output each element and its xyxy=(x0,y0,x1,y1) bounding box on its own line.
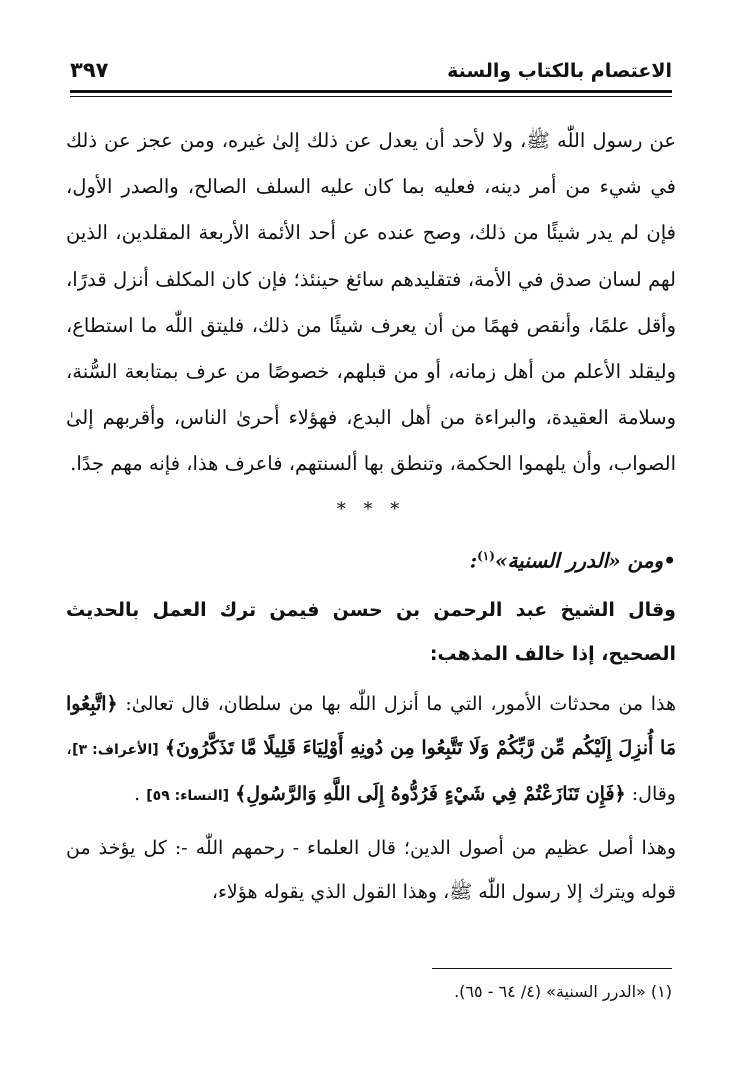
section-separator: * * * xyxy=(336,498,406,520)
paragraph-1: عن رسول اللّٰه ﷺ، ولا لأحد أن يعدل عن ذلك إلىٰ غيره، ومن عجز عن ذلك في شيء من أمر دينه، فعليه بما كان عليه السلف الصالح، والصدر الأول، فإن لم يدر شيئًا من ذلك، وصح عنده عن أحد الأئمة الأربعة المقلدين، الذين لهم لسان صدق في الأمة، فتقليدهم سائغ حينئذ؛ فإن كان المكلف أنزل قدرًا، وأقل علمًا، وأنقص فهمًا من أن يعرف شيئًا من ذلك، فليتق اللّٰه ما استطاع، وليقلد الأعلم من أهل زمانه، أو من قبلهم، خصوصًا من عرف بمتابعة السُّنة، وسلامة العقيدة، والبراءة من أهل البدع، فهؤلاء أحرىٰ الناس، وأقربهم إلىٰ الصواب، وأن يلهموا الحكمة، وتنطق بها ألسنتهم، فاعرف هذا، فإنه مهم جدًا. xyxy=(66,129,676,476)
footnote-rule xyxy=(432,968,672,969)
page-number: ٣٩٧ xyxy=(70,58,109,82)
verse-reference-1: [الأعراف: ٣] xyxy=(72,741,159,758)
paragraph-2-text: هذا من محدثات الأمور، التي ما أنزل اللّٰه بها من سلطان، قال تعالىٰ: xyxy=(125,692,676,715)
source-line xyxy=(66,534,676,582)
said-text: ، وقال: xyxy=(66,736,676,805)
end-dot: . xyxy=(134,782,141,805)
paragraph-3: وهذا أصل عظيم من أصول الدين؛ قال العلماء - رحمهم اللّٰه -: كل يؤخذ من قوله ويترك إلا رسول اللّٰه ﷺ، وهذا القول الذي يقوله هؤلاء، xyxy=(66,836,676,903)
paragraph-2 xyxy=(66,682,676,818)
section-heading: وقال الشيخ عبد الرحمن بن حسن فيمن ترك العمل بالحديث الصحيح، إذا خالف المذهب: xyxy=(66,598,676,665)
source-title: •ومن «الدرر السنية» xyxy=(494,548,676,573)
header-rule-thin xyxy=(70,96,672,97)
quran-verse-1: ﴿اتَّبِعُوا مَا أُنزِلَ إِلَيْكُم مِّن رَّبِّكُمْ وَلَا تَتَّبِعُوا مِن دُونِهِ أَوْلِيَاءَ قَلِيلًا مَّا تَذَكَّرُونَ﴾ xyxy=(66,692,677,759)
page-header xyxy=(70,58,672,88)
header-rule-thick xyxy=(70,90,672,93)
quran-verse-2: ﴿فَإِن تَنَازَعْتُمْ فِي شَيْءٍ فَرُدُّوهُ إِلَى اللَّهِ وَالرَّسُولِ﴾ xyxy=(235,782,626,805)
running-title: الاعتصام بالكتاب والسنة xyxy=(447,60,672,82)
main-text xyxy=(66,118,676,914)
verse-reference-2: [النساء: ٥٩] xyxy=(146,787,230,804)
footnote: (١) «الدرر السنية» (٤/ ٦٤ - ٦٥). xyxy=(454,982,672,1001)
source-colon: : xyxy=(469,548,478,573)
footnote-marker: (١) xyxy=(477,548,495,563)
